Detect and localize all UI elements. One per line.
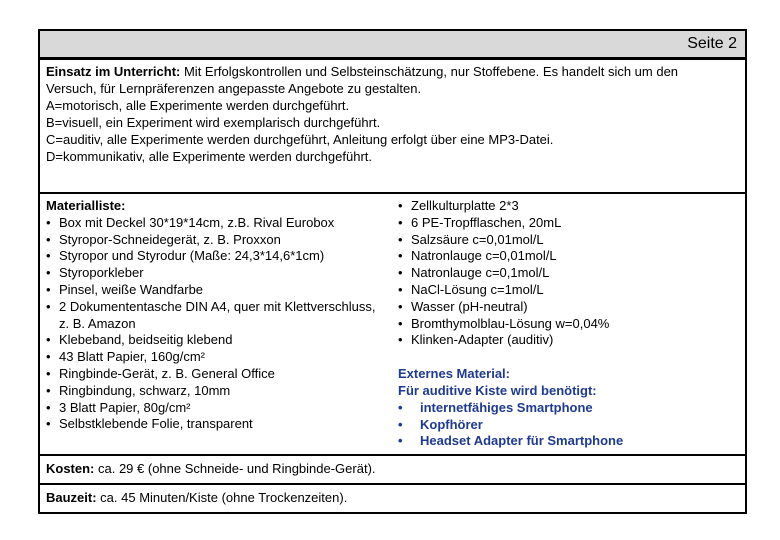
- list-item: • Styroporkleber: [46, 265, 386, 282]
- list-item: • Zellkulturplatte 2*3: [398, 198, 743, 215]
- list-item: • Selbstklebende Folie, transparent: [46, 416, 386, 433]
- build-label: Bauzeit:: [46, 490, 97, 505]
- list-item: • Bromthymolblau-Lösung w=0,04%: [398, 316, 743, 333]
- einsatz-text-1: Mit Erfolgskontrollen und Selbsteinschätzung, nur Stoffebene. Es handelt sich um den: [180, 64, 679, 79]
- list-item: • Wasser (pH-neutral): [398, 299, 743, 316]
- materials-title: Materialliste:: [46, 198, 126, 213]
- list-item: • Box mit Deckel 30*19*14cm, z.B. Rival Eurobox: [46, 215, 386, 232]
- page-header: [38, 29, 747, 59]
- external-subtitle: Für auditive Kiste wird benötigt:: [398, 382, 597, 398]
- cost-label: Kosten:: [46, 461, 95, 476]
- external-list: [398, 400, 743, 450]
- list-item: • NaCl-Lösung c=1mol/L: [398, 282, 743, 299]
- list-item: • Natronlauge c=0,01mol/L: [398, 248, 743, 265]
- list-item: • Kopfhörer: [398, 417, 743, 434]
- einsatz-section: [38, 59, 747, 193]
- list-item: • Styropor-Schneidegerät, z. B. Proxxon: [46, 232, 386, 249]
- build-text: ca. 45 Minuten/Kiste (ohne Trockenzeiten).: [96, 490, 348, 505]
- materials-left-column: [46, 198, 386, 433]
- build-time-section: [38, 484, 747, 514]
- list-item: • Headset Adapter für Smartphone: [398, 433, 743, 450]
- cost-text: ca. 29 € (ohne Schneide- und Ringbinde-Gerät).: [94, 461, 376, 476]
- einsatz-line-3: A=motorisch, alle Experimente werden durchgeführt.: [46, 98, 350, 113]
- list-item: • 6 PE-Tropfflaschen, 20mL: [398, 215, 743, 232]
- list-item: • Natronlauge c=0,1mol/L: [398, 265, 743, 282]
- einsatz-line-6: D=kommunikativ, alle Experimente werden durchgeführt.: [46, 149, 372, 164]
- cost-section: [38, 455, 747, 484]
- list-item: • Klinken-Adapter (auditiv): [398, 332, 743, 349]
- materials-right-list: [398, 198, 743, 349]
- list-item: • 3 Blatt Papier, 80g/cm²: [46, 400, 386, 417]
- materials-section: [38, 193, 747, 455]
- materials-left-list: [46, 215, 386, 433]
- list-item: • 43 Blatt Papier, 160g/cm²: [46, 349, 386, 366]
- list-item: • 2 Dokumententasche DIN A4, quer mit Klettverschluss, z. B. Amazon: [46, 299, 386, 333]
- list-item: • Styropor und Styrodur (Maße: 24,3*14,6*1cm): [46, 248, 386, 265]
- list-item: • Pinsel, weiße Wandfarbe: [46, 282, 386, 299]
- list-item: • Klebeband, beidseitig klebend: [46, 332, 386, 349]
- einsatz-label: Einsatz im Unterricht:: [46, 64, 181, 79]
- einsatz-line-1: [46, 63, 739, 80]
- list-item: • Salzsäure c=0,01mol/L: [398, 232, 743, 249]
- materials-right-column: [398, 198, 743, 450]
- einsatz-line-2: Versuch, für Lernpräferenzen angepasste Angebote zu gestalten.: [46, 81, 422, 96]
- list-item: • Ringbinde-Gerät, z. B. General Office: [46, 366, 386, 383]
- list-item: • internetfähiges Smartphone: [398, 400, 743, 417]
- page-number: Seite 2: [687, 35, 737, 52]
- einsatz-line-5: C=auditiv, alle Experimente werden durchgeführt, Anleitung erfolgt über eine MP3-Datei.: [46, 132, 554, 147]
- external-title: Externes Material:: [398, 366, 510, 382]
- document-page: [38, 29, 747, 505]
- einsatz-line-4: B=visuell, ein Experiment wird exemplarisch durchgeführt.: [46, 115, 381, 130]
- list-item: • Ringbindung, schwarz, 10mm: [46, 383, 386, 400]
